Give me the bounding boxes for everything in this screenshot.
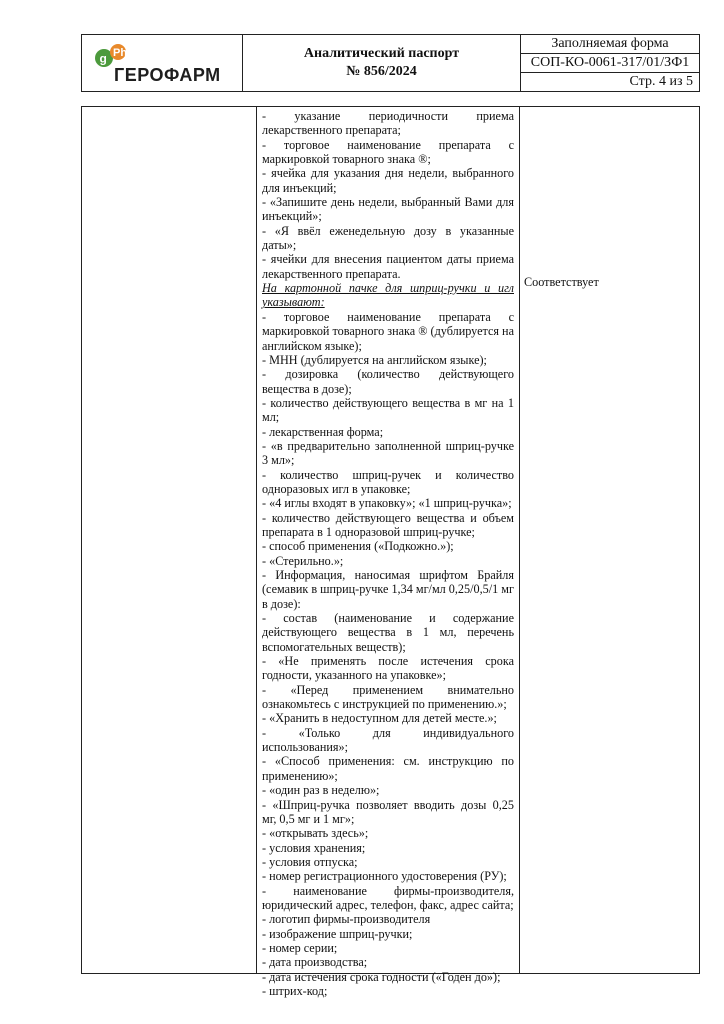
list-item: - ячейки для внесения пациентом даты приема лекарственного препарата. <box>262 252 514 281</box>
form-label: Заполняемая форма <box>551 36 669 51</box>
list-item: - МНН (дублируется на английском языке); <box>262 352 487 367</box>
list-item: - лекарственная форма; <box>262 424 384 439</box>
list-item: - «Способ применения: см. инструкцию по применению»; <box>262 754 514 783</box>
list-item: - изображение шприц-ручки; <box>262 926 413 941</box>
svg-text:g: g <box>99 51 107 66</box>
result-column <box>520 107 699 973</box>
list-item: - номер регистрационного удостоверения (РУ); <box>262 869 507 884</box>
title-line-1: Аналитический паспорт <box>303 46 460 61</box>
logo-cell <box>82 35 243 91</box>
list-item: - состав (наименование и содержание действующего вещества в 1 мл, перечень вспомогательных веществ); <box>262 611 514 654</box>
page-number: Стр. 4 из 5 <box>521 72 699 91</box>
list-item: - «Запишите день недели, выбранный Вами для инъекций»; <box>262 195 514 224</box>
list-item: - Информация, наносимая шрифтом Брайля (семавик в шприц-ручке 1,34 мг/мл 0,25/0,5/1 мг в дозе): <box>262 568 514 611</box>
list-item: - торговое наименование препарата с маркировкой товарного знака ® (дублируется на английском языке); <box>262 309 514 353</box>
list-item: - количество шприц-ручек и количество одноразовых игл в упаковке; <box>262 467 514 496</box>
list-item: - указание периодичности приема лекарственного препарата; <box>262 109 514 138</box>
list-item: - способ применения («Подкожно.»); <box>262 539 454 554</box>
list-item: - «Шприц-ручка позволяет вводить дозы 0,25 мг, 0,5 мг и 1 мг»; <box>262 797 514 826</box>
list-item: - «в предварительно заполненной шприц-ручке 3 мл»; <box>262 438 514 468</box>
list-item: - количество действующего вещества в мг на 1 мл; <box>262 395 514 425</box>
list-item: - торговое наименование препарата с маркировкой товарного знака ®; <box>262 137 514 167</box>
form-code: СОП-КО-0061-317/01/ЗФ1 <box>521 53 699 72</box>
list-item: - дозировка (количество действующего вещества в дозе); <box>262 367 514 396</box>
list-item: - «Хранить в недоступном для детей месте.»; <box>262 711 497 726</box>
parameter-column <box>82 107 257 973</box>
list-item: - наименование фирмы-производителя, юридический адрес, телефон, факс, адрес сайта; <box>262 883 514 912</box>
svg-text:Ph: Ph <box>113 47 128 59</box>
form-meta <box>521 35 699 91</box>
list-item: - «4 иглы входят в упаковку»; «1 шприц-ручка»; <box>262 496 512 511</box>
list-item: - «Только для индивидуального использования»; <box>262 725 514 755</box>
section-heading: На картонной пачке для шприц-ручки и игл указывают: <box>262 281 514 310</box>
list-item: - номер серии; <box>262 940 338 955</box>
document-title <box>243 35 521 91</box>
list-item: - «Я ввёл еженедельную дозу в указанные даты»; <box>262 223 514 253</box>
requirements-list <box>257 107 519 998</box>
list-item: - «Перед применением внимательно ознакомьтесь с инструкцией по применению.»; <box>262 682 514 712</box>
list-item: - «один раз в неделю»; <box>262 783 380 798</box>
list-item: - дата истечения срока годности («Годен до»); <box>262 969 501 984</box>
list-item: - логотип фирмы-производителя <box>262 912 431 927</box>
list-item: - условия отпуска; <box>262 854 358 869</box>
list-item: - штрих-код; <box>262 983 328 998</box>
requirements-table <box>81 106 700 998</box>
list-item: - ячейка для указания дня недели, выбранного для инъекций; <box>262 166 514 195</box>
list-item: - количество действующего вещества и объем препарата в 1 одноразовой шприц-ручке; <box>262 510 514 539</box>
company-logo-text: ГЕРОФАРМ <box>114 65 221 85</box>
result-text: Соответствует <box>524 275 599 289</box>
title-line-2: № 856/2024 <box>346 64 417 79</box>
list-item: - «открывать здесь»; <box>262 826 369 841</box>
list-item: - «Стерильно.»; <box>262 553 344 568</box>
list-item: - «Не применять после истечения срока годности, указанного на упаковке»; <box>262 654 514 683</box>
document-header <box>81 34 700 92</box>
list-item: - условия хранения; <box>262 840 366 855</box>
list-item: - дата производства; <box>262 955 368 970</box>
requirements-column <box>257 107 520 998</box>
